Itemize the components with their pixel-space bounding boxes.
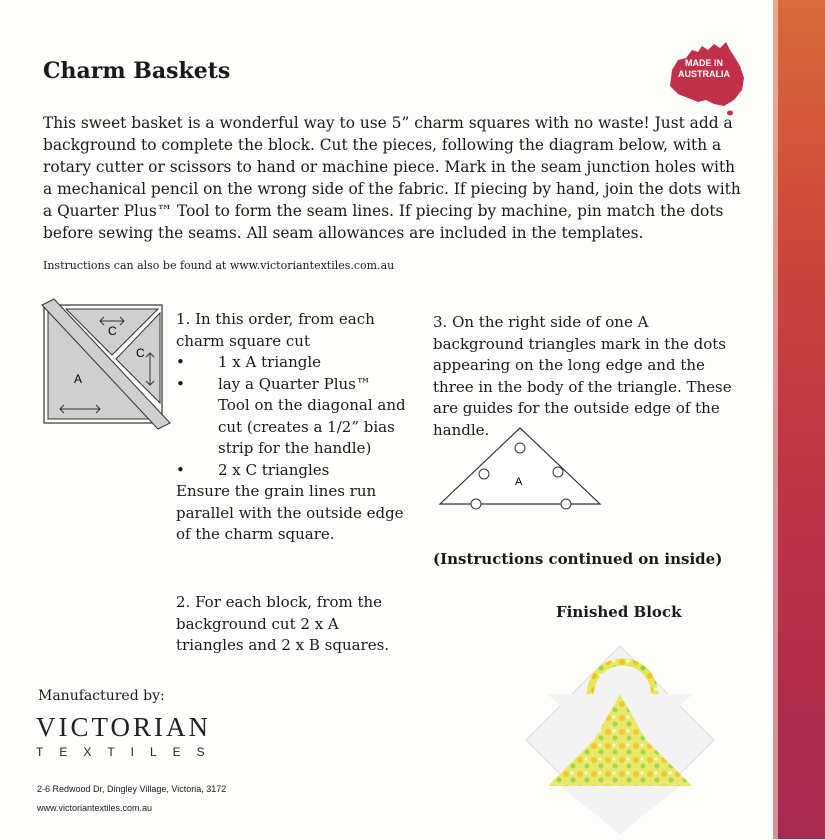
diagram-label-c-top: C <box>108 324 117 338</box>
intro-paragraph: This sweet basket is a wonderful way to use 5” charm squares with no waste! Just add a background to complete the block. Cut the pieces, following the diagram below, with a rotary cutter or scissors to hand or machine piece. Mark in the seam junction holes with a mechanical pencil on the wrong side of the fabric. If piecing by hand, join the dots with a Quarter Plus™ Tool to form the seam lines. If piecing by machine, pin match the dots before sewing the seams. All seam allowances are included in the templates. <box>43 114 741 242</box>
diagram-label-a: A <box>74 372 83 386</box>
logo-word: VICTORIAN <box>36 712 211 742</box>
step-1-bullet: • 2 x C triangles <box>176 460 406 482</box>
step-1-intro: 1. In this order, from each charm square cut <box>176 310 375 350</box>
manufactured-by-label: Manufactured by: <box>38 688 165 704</box>
step-1-outro: Ensure the grain lines run parallel with the outside edge of the charm square. <box>176 482 404 543</box>
company-address: 2-6 Redwood Dr, Dingley Village, Victoria, 3172 <box>37 784 227 794</box>
badge-line-2: AUSTRALIA <box>678 69 730 79</box>
badge-line-1: MADE IN <box>685 58 723 68</box>
diagram-label-c-right: C <box>136 346 145 360</box>
step-1-bullet-text: 1 x A triangle <box>218 353 322 371</box>
step-1-bullet-text: 2 x C triangles <box>218 460 330 479</box>
step-2: 2. For each block, from the background cut 2 x A triangles and 2 x B squares. <box>176 593 390 654</box>
step-1 <box>176 309 406 546</box>
decorative-side-strip <box>773 0 825 839</box>
triangle-label-a: A <box>515 476 523 488</box>
step-1-bullet: • lay a Quarter Plus™ Tool on the diagonal and cut (creates a 1/2” bias strip for the handle) <box>176 374 406 460</box>
badge-text <box>672 58 736 80</box>
continued-note: (Instructions continued on inside) <box>433 550 723 568</box>
finished-block-image <box>520 630 720 840</box>
logo-subword: TEXTILES <box>36 745 221 759</box>
step-3: 3. On the right side of one A background triangles mark in the dots appearing on the long edge and the three in the body of the triangle. These are guides for the outside edge of the handle. <box>433 313 732 439</box>
triangle-a-diagram <box>438 426 604 516</box>
cutting-diagram <box>40 297 172 437</box>
page-title: Charm Baskets <box>43 58 231 84</box>
victorian-textiles-logo <box>36 712 221 759</box>
step-1-bullet-text: lay a Quarter Plus™ Tool on the diagonal and cut (creates a 1/2” bias strip for the handle) <box>218 374 406 457</box>
website-note: Instructions can also be found at www.victoriantextiles.com.au <box>43 259 395 272</box>
step-1-bullet: • 1 x A triangle <box>176 352 406 374</box>
company-website: www.victoriantextiles.com.au <box>37 803 153 813</box>
finished-block-title: Finished Block <box>556 603 682 621</box>
